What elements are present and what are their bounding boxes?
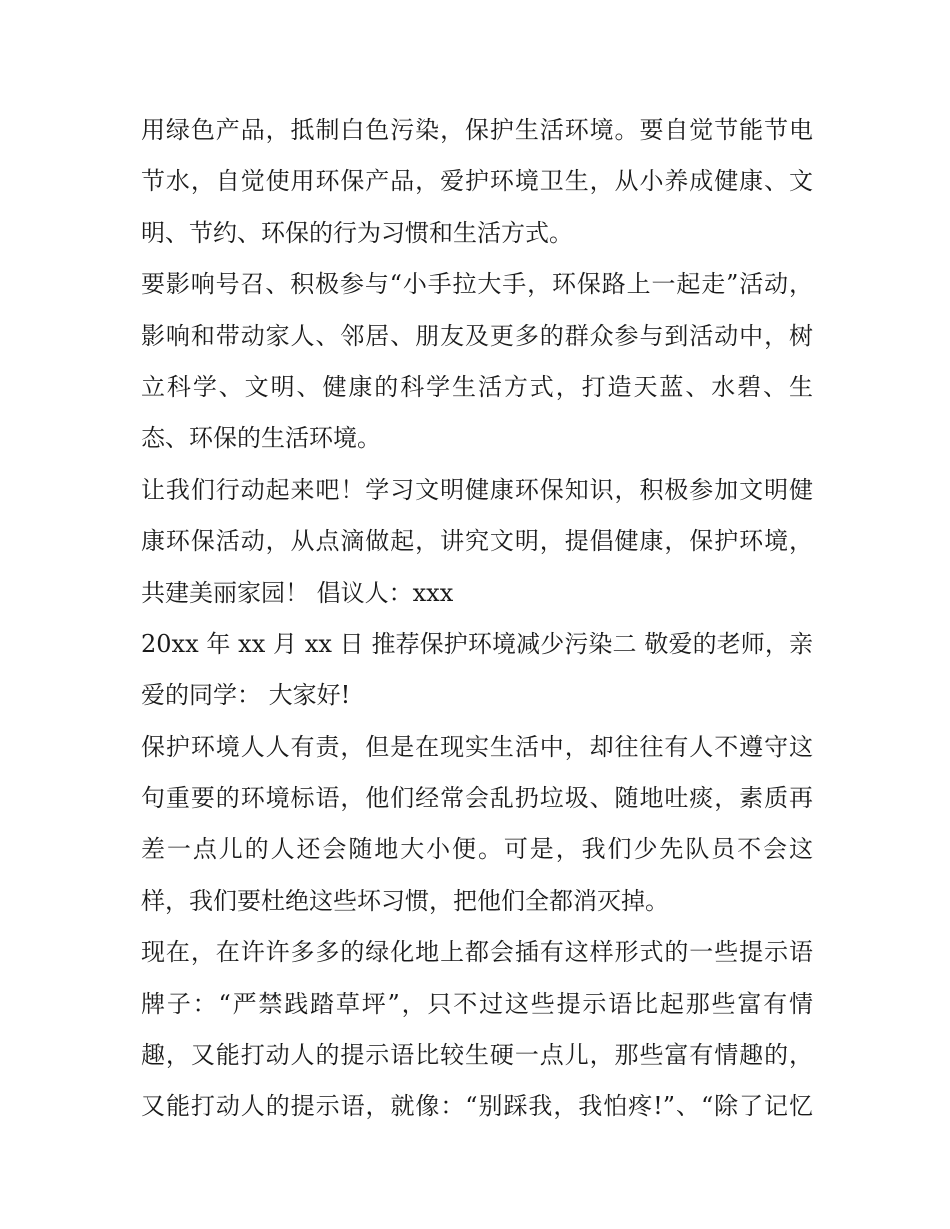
- text-line: 康环保活动，从点滴做起，讲究文明，提倡健康，保护环境，: [141, 527, 813, 556]
- paragraph: [141, 465, 813, 619]
- text-line: 立科学、文明、健康的科学生活方式，打造天蓝、水碧、生: [141, 372, 813, 401]
- text-line: 20xx 年 xx 月 xx 日 推荐保护环境减少污染二 敬爱的老师，亲: [141, 629, 813, 658]
- text-line: 牌子：“严禁践踏草坪”，只不过这些提示语比起那些富有情: [141, 989, 813, 1018]
- text-line: 现在，在许许多多的绿化地上都会插有这样形式的一些提示语: [141, 938, 813, 967]
- text-line: 爱的同学： 大家好!: [141, 681, 351, 710]
- text-line: 又能打动人的提示语，就像：“别踩我，我怕疼!”、“除了记忆: [141, 1092, 813, 1121]
- text-line: 明、节约、环保的行为习惯和生活方式。: [141, 218, 573, 247]
- paragraph: [141, 927, 813, 1133]
- paragraph: [141, 259, 813, 465]
- text-line: 影响和带动家人、邻居、朋友及更多的群众参与到活动中，树: [141, 321, 813, 350]
- text-line: 用绿色产品，抵制白色污染，保护生活环境。要自觉节能节电: [141, 116, 813, 144]
- text-line: 态、环保的生活环境。: [141, 424, 381, 453]
- text-line: 让我们行动起来吧！学习文明健康环保知识，积极参加文明健: [141, 475, 813, 504]
- paragraph: [141, 722, 813, 928]
- text-line: 句重要的环境标语，他们经常会乱扔垃圾、随地吐痰，素质再: [141, 784, 813, 813]
- paragraph: [141, 105, 813, 259]
- text-line: 要影响号召、积极参与“小手拉大手，环保路上一起走”活动，: [141, 270, 813, 299]
- text-line: 节水，自觉使用环保产品，爱护环境卫生，从小养成健康、文: [141, 167, 813, 196]
- text-line: 样，我们要杜绝这些坏习惯，把他们全都消灭掉。: [141, 886, 669, 915]
- paragraph: [141, 619, 813, 722]
- text-line: 共建美丽家园！ 倡议人：xxx: [141, 578, 454, 607]
- text-line: 趣，又能打动人的提示语比较生硬一点儿，那些富有情趣的，: [141, 1041, 813, 1070]
- document-body: [141, 105, 813, 1133]
- text-line: 差一点儿的人还会随地大小便。可是，我们少先队员不会这: [141, 835, 813, 864]
- text-line: 保护环境人人有责，但是在现实生活中，却往往有人不遵守这: [141, 732, 813, 761]
